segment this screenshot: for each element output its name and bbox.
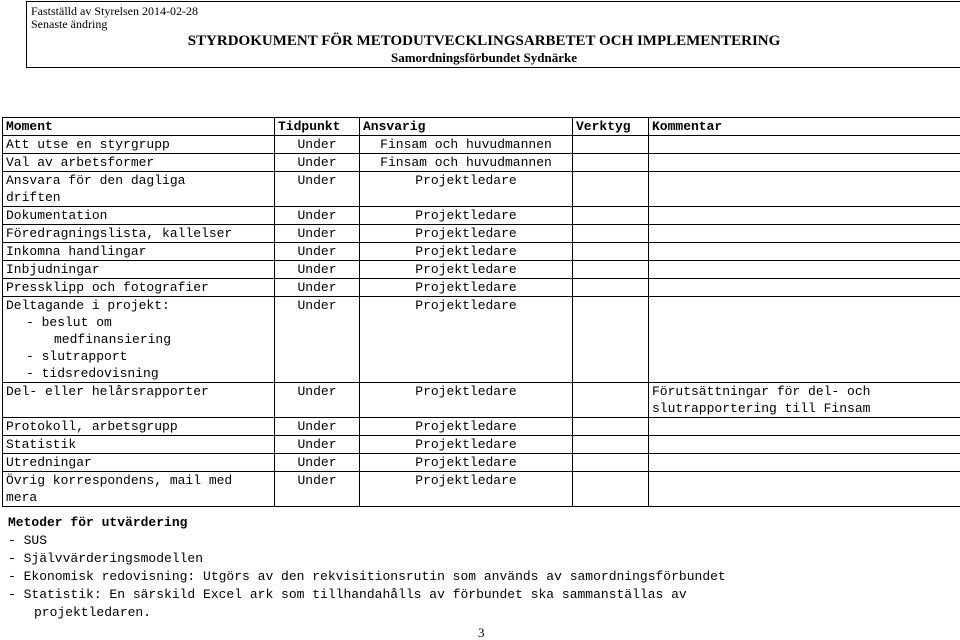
table-row <box>3 383 960 418</box>
cell-ansvarig: Projektledare <box>360 172 573 207</box>
cell-ansvarig: Projektledare <box>360 436 573 454</box>
comment-line: slutrapportering till Finsam <box>652 401 871 416</box>
cell-moment <box>3 472 275 507</box>
responsibility-table <box>2 117 960 507</box>
cell-verktyg <box>573 261 649 279</box>
col-header-tidpunkt: Tidpunkt <box>275 118 360 136</box>
col-header-verktyg: Verktyg <box>573 118 649 136</box>
cell-moment: Att utse en styrgrupp <box>3 136 275 154</box>
col-header-kommentar: Kommentar <box>649 118 960 136</box>
cell-verktyg <box>573 243 649 261</box>
cell-ansvarig: Projektledare <box>360 383 573 418</box>
cell-ansvarig: Finsam och huvudmannen <box>360 154 573 172</box>
cell-verktyg <box>573 436 649 454</box>
moment-line: mera <box>6 490 38 505</box>
cell-tidpunkt: Under <box>275 261 360 279</box>
cell-kommentar <box>649 261 960 279</box>
table-row <box>3 225 960 243</box>
cell-moment: Statistik <box>3 436 275 454</box>
cell-ansvarig: Projektledare <box>360 472 573 507</box>
document-subtitle: Samordningsförbundet Sydnärke <box>390 50 578 65</box>
document-header <box>26 1 960 68</box>
cell-ansvarig: Projektledare <box>360 243 573 261</box>
cell-verktyg <box>573 454 649 472</box>
cell-verktyg <box>573 279 649 297</box>
cell-kommentar <box>649 383 960 418</box>
moment-line: Ansvara för den dagliga <box>6 173 186 188</box>
table-row <box>3 297 960 383</box>
moment-subitem: - tidsredovisning <box>26 366 159 381</box>
moment-line: Deltagande i projekt: <box>6 298 170 313</box>
cell-tidpunkt: Under <box>275 472 360 507</box>
table-row <box>3 172 960 207</box>
table-row <box>3 418 960 436</box>
cell-ansvarig: Projektledare <box>360 279 573 297</box>
cell-kommentar <box>649 207 960 225</box>
cell-moment: Pressklipp och fotografier <box>3 279 275 297</box>
cell-tidpunkt: Under <box>275 225 360 243</box>
table-row <box>3 279 960 297</box>
evaluation-section <box>8 514 726 622</box>
evaluation-item: - SUS <box>8 533 48 548</box>
cell-moment: Val av arbetsformer <box>3 154 275 172</box>
document-title: STYRDOKUMENT FÖR METODUTVECKLINGSARBETET OCH IMPLEMENTERING <box>187 33 781 49</box>
cell-kommentar <box>649 243 960 261</box>
moment-line: driften <box>6 190 61 205</box>
cell-verktyg <box>573 418 649 436</box>
table-row <box>3 436 960 454</box>
evaluation-item: - Ekonomisk redovisning: Utgörs av den rekvisitionsrutin som används av samordningsförbundet <box>8 569 726 584</box>
cell-tidpunkt: Under <box>275 436 360 454</box>
cell-ansvarig: Projektledare <box>360 418 573 436</box>
moment-subitem: - beslut om <box>26 315 112 330</box>
cell-ansvarig: Projektledare <box>360 225 573 243</box>
cell-ansvarig: Projektledare <box>360 297 573 383</box>
cell-tidpunkt: Under <box>275 154 360 172</box>
cell-moment: Del- eller helårsrapporter <box>3 383 275 418</box>
cell-moment: Dokumentation <box>3 207 275 225</box>
cell-verktyg <box>573 297 649 383</box>
table-header-row <box>3 118 960 136</box>
cell-moment <box>3 297 275 383</box>
table-row <box>3 261 960 279</box>
cell-kommentar <box>649 225 960 243</box>
table-row <box>3 207 960 225</box>
table-row <box>3 472 960 507</box>
cell-moment: Protokoll, arbetsgrupp <box>3 418 275 436</box>
cell-tidpunkt: Under <box>275 383 360 418</box>
cell-moment: Inkomna handlingar <box>3 243 275 261</box>
last-change: Senaste ändring <box>31 17 108 31</box>
evaluation-item: - Självvärderingsmodellen <box>8 551 204 566</box>
evaluation-item-continuation: projektledaren. <box>34 605 152 620</box>
cell-ansvarig: Projektledare <box>360 454 573 472</box>
cell-tidpunkt: Under <box>275 454 360 472</box>
cell-verktyg <box>573 225 649 243</box>
cell-kommentar <box>649 297 960 383</box>
cell-verktyg <box>573 154 649 172</box>
moment-line: Övrig korrespondens, mail med <box>6 473 233 488</box>
cell-kommentar <box>649 454 960 472</box>
moment-subitem: medfinansiering <box>54 332 172 347</box>
cell-verktyg <box>573 383 649 418</box>
cell-tidpunkt: Under <box>275 279 360 297</box>
table-row <box>3 154 960 172</box>
cell-ansvarig: Projektledare <box>360 207 573 225</box>
cell-tidpunkt: Under <box>275 136 360 154</box>
table-row <box>3 454 960 472</box>
cell-ansvarig: Finsam och huvudmannen <box>360 136 573 154</box>
evaluation-item: - Statistik: En särskild Excel ark som tillhandahålls av förbundet ska sammanställas av <box>8 587 687 602</box>
cell-kommentar <box>649 279 960 297</box>
cell-verktyg <box>573 172 649 207</box>
cell-moment: Föredragningslista, kallelser <box>3 225 275 243</box>
evaluation-heading: Metoder för utvärdering <box>8 515 188 530</box>
cell-tidpunkt: Under <box>275 243 360 261</box>
cell-kommentar <box>649 436 960 454</box>
cell-kommentar <box>649 172 960 207</box>
cell-ansvarig: Projektledare <box>360 261 573 279</box>
table-row <box>3 136 960 154</box>
cell-tidpunkt: Under <box>275 297 360 383</box>
table-row <box>3 243 960 261</box>
col-header-moment: Moment <box>3 118 275 136</box>
cell-moment: Inbjudningar <box>3 261 275 279</box>
adopted-date: Fastställd av Styrelsen 2014-02-28 <box>31 4 198 18</box>
cell-kommentar <box>649 136 960 154</box>
page-number: 3 <box>478 625 485 640</box>
cell-verktyg <box>573 207 649 225</box>
moment-subitem: - slutrapport <box>26 349 128 364</box>
cell-tidpunkt: Under <box>275 418 360 436</box>
cell-moment: Utredningar <box>3 454 275 472</box>
cell-verktyg <box>573 472 649 507</box>
col-header-ansvarig: Ansvarig <box>360 118 573 136</box>
cell-kommentar <box>649 418 960 436</box>
comment-line: Förutsättningar för del- och <box>652 384 871 399</box>
cell-verktyg <box>573 136 649 154</box>
cell-kommentar <box>649 472 960 507</box>
cell-tidpunkt: Under <box>275 207 360 225</box>
cell-moment <box>3 172 275 207</box>
cell-tidpunkt: Under <box>275 172 360 207</box>
cell-kommentar <box>649 154 960 172</box>
